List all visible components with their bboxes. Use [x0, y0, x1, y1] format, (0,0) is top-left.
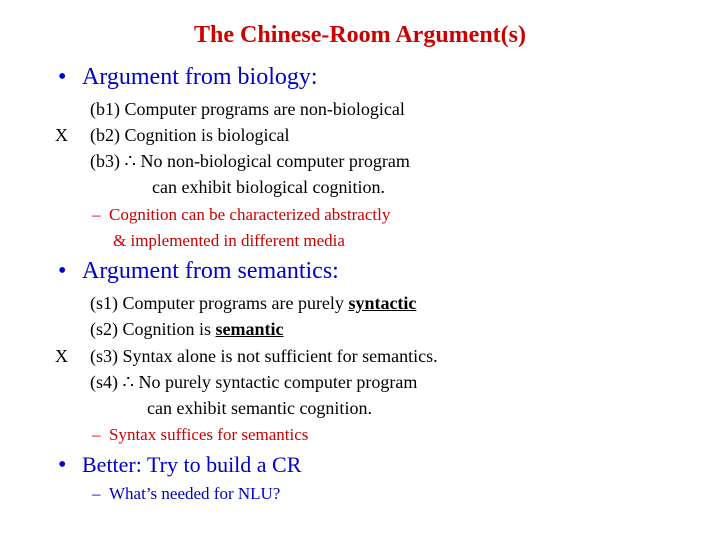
semantics-heading: Argument from semantics:: [82, 258, 339, 284]
better-bullet: [58, 452, 301, 479]
dash-icon: –: [92, 425, 101, 444]
biology-bullet: [58, 64, 318, 91]
premise-s3: (s3) Syntax alone is not sufficient for semantics.: [90, 346, 438, 366]
better-sub-text: What’s needed for NLU?: [109, 484, 281, 503]
semantics-bullet: [58, 258, 339, 285]
conclusion-s4-line1: (s4) ∴ No purely syntactic computer program: [90, 372, 418, 392]
premise-s2: [90, 319, 284, 340]
slide-title: The Chinese-Room Argument(s): [194, 22, 526, 48]
premise-s1-text: (s1) Computer programs are purely: [90, 293, 349, 313]
bullet-icon: •: [58, 452, 67, 478]
conclusion-s4-line2: can exhibit semantic cognition.: [147, 398, 372, 418]
dash-icon: –: [92, 205, 101, 224]
premise-b2: (b2) Cognition is biological: [90, 125, 290, 145]
better-sub: [92, 484, 280, 504]
dash-icon: –: [92, 484, 101, 503]
biology-rebuttal-line2: & implemented in different media: [113, 231, 345, 250]
conclusion-b3-line1: (b3) ∴ No non-biological computer program: [90, 151, 410, 171]
x-mark-biology: X: [55, 125, 68, 145]
better-heading: Better: Try to build a CR: [82, 452, 302, 477]
semantics-rebuttal-text: Syntax suffices for semantics: [109, 425, 309, 444]
biology-heading: Argument from biology:: [82, 64, 318, 90]
premise-s2-emphasis: semantic: [215, 319, 284, 339]
biology-rebuttal-line1: [92, 205, 390, 225]
premise-s2-text: (s2) Cognition is: [90, 319, 216, 339]
biology-rebuttal-text: Cognition can be characterized abstractly: [109, 205, 391, 224]
conclusion-b3-line2: can exhibit biological cognition.: [152, 177, 385, 197]
semantics-rebuttal: [92, 425, 308, 445]
bullet-icon: •: [58, 64, 67, 90]
premise-b1: (b1) Computer programs are non-biological: [90, 99, 405, 119]
x-mark-semantics: X: [55, 346, 68, 366]
bullet-icon: •: [58, 258, 67, 284]
premise-s1: [90, 293, 416, 314]
premise-s1-emphasis: syntactic: [348, 293, 417, 313]
